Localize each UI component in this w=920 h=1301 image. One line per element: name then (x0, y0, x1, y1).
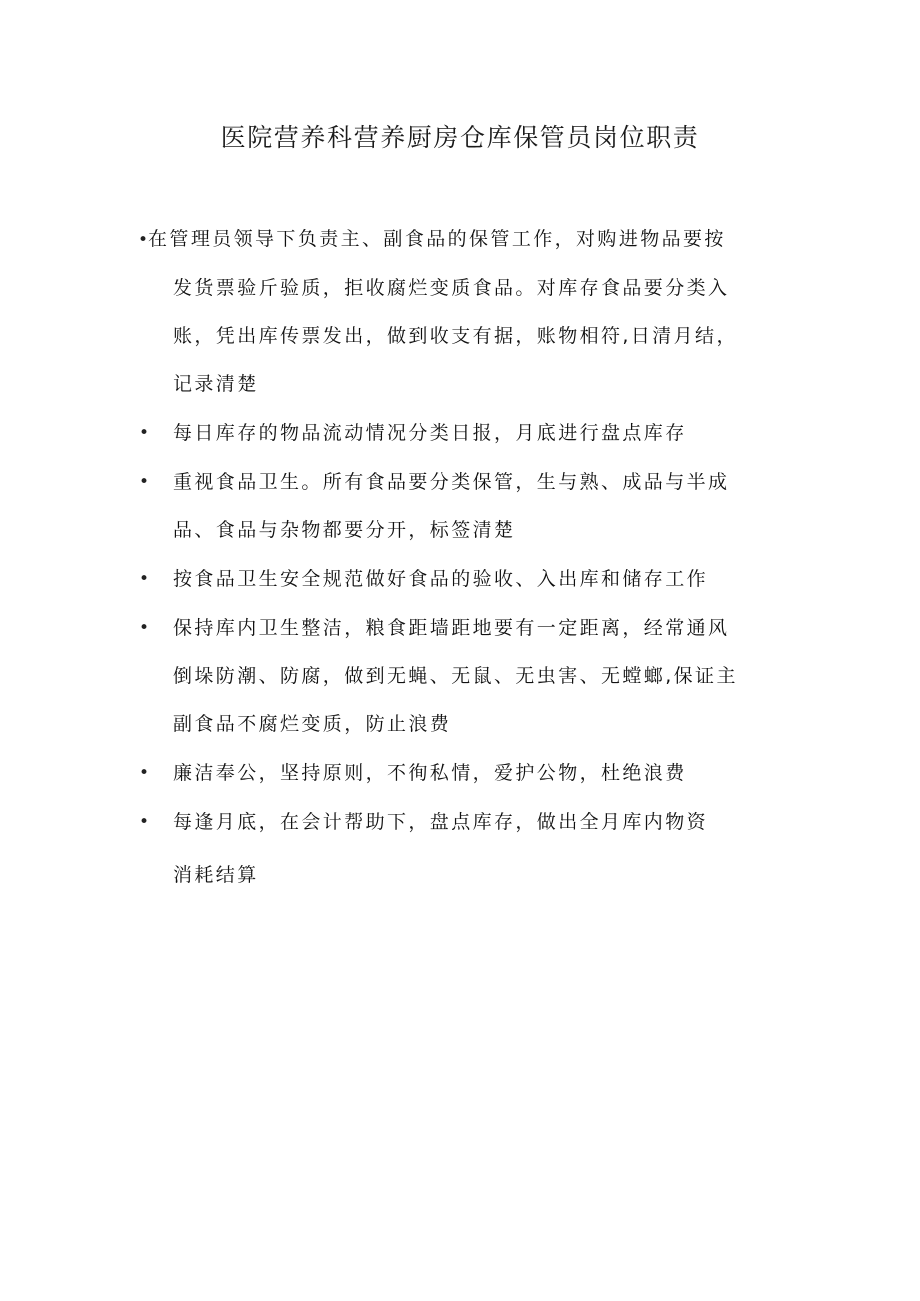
list-item-line: 副食品不腐烂变质，防止浪费 (173, 713, 452, 735)
duty-list (138, 215, 798, 900)
list-item-line: 记录清楚 (173, 373, 259, 395)
list-item-line: 廉洁奉公，坚持原则，不徇私情，爱护公物，杜绝浪费 (173, 762, 687, 784)
list-item-line: 保持库内卫生整洁，粮食距墙距地要有一定距离，经常通风 (173, 617, 730, 639)
document-title: 医院营养科营养厨房仓库保管员岗位职责 (220, 123, 700, 152)
bullet-icon: • (138, 230, 149, 250)
list-item-line: 按食品卫生安全规范做好食品的验收、入出库和储存工作 (173, 568, 709, 590)
bullet-icon: • (139, 763, 152, 783)
bullet-icon: • (139, 569, 152, 589)
list-item-line: 发货票验斤验质，拒收腐烂变质食品。对库存食品要分类入 (173, 277, 730, 299)
list-item-line: 重视食品卫生。所有食品要分类保管，生与熟、成品与半成 (173, 471, 730, 493)
list-item (138, 555, 798, 603)
bullet-icon: • (139, 472, 152, 492)
list-item-line: 倒垛防潮、防腐，做到无蝇、无鼠、无虫害、无螳螂,保证主 (173, 665, 738, 687)
list-item (138, 604, 798, 748)
bullet-icon: • (139, 423, 152, 443)
list-item-line: 品、食品与杂物都要分开，标签清楚 (173, 519, 516, 541)
list-item (138, 409, 798, 457)
list-item (138, 215, 798, 408)
list-item-line: 账，凭出库传票发出，做到收支有据，账物相符,日清月结， (173, 325, 738, 347)
list-item-line: 每日库存的物品流动情况分类日报，月底进行盘点库存 (173, 422, 687, 444)
list-item-line: 每逢月底，在会计帮助下，盘点库存，做出全月库内物资 (173, 811, 709, 833)
list-item (138, 458, 798, 554)
list-item (138, 749, 798, 797)
bullet-icon: • (139, 618, 152, 638)
line-text: 在管理员领导下负责主、副食品的保管工作，对购进物品要按 (148, 228, 726, 250)
list-item (138, 798, 798, 899)
list-item-line (138, 215, 798, 264)
list-item-line: 消耗结算 (173, 864, 259, 886)
bullet-icon: • (139, 812, 152, 832)
